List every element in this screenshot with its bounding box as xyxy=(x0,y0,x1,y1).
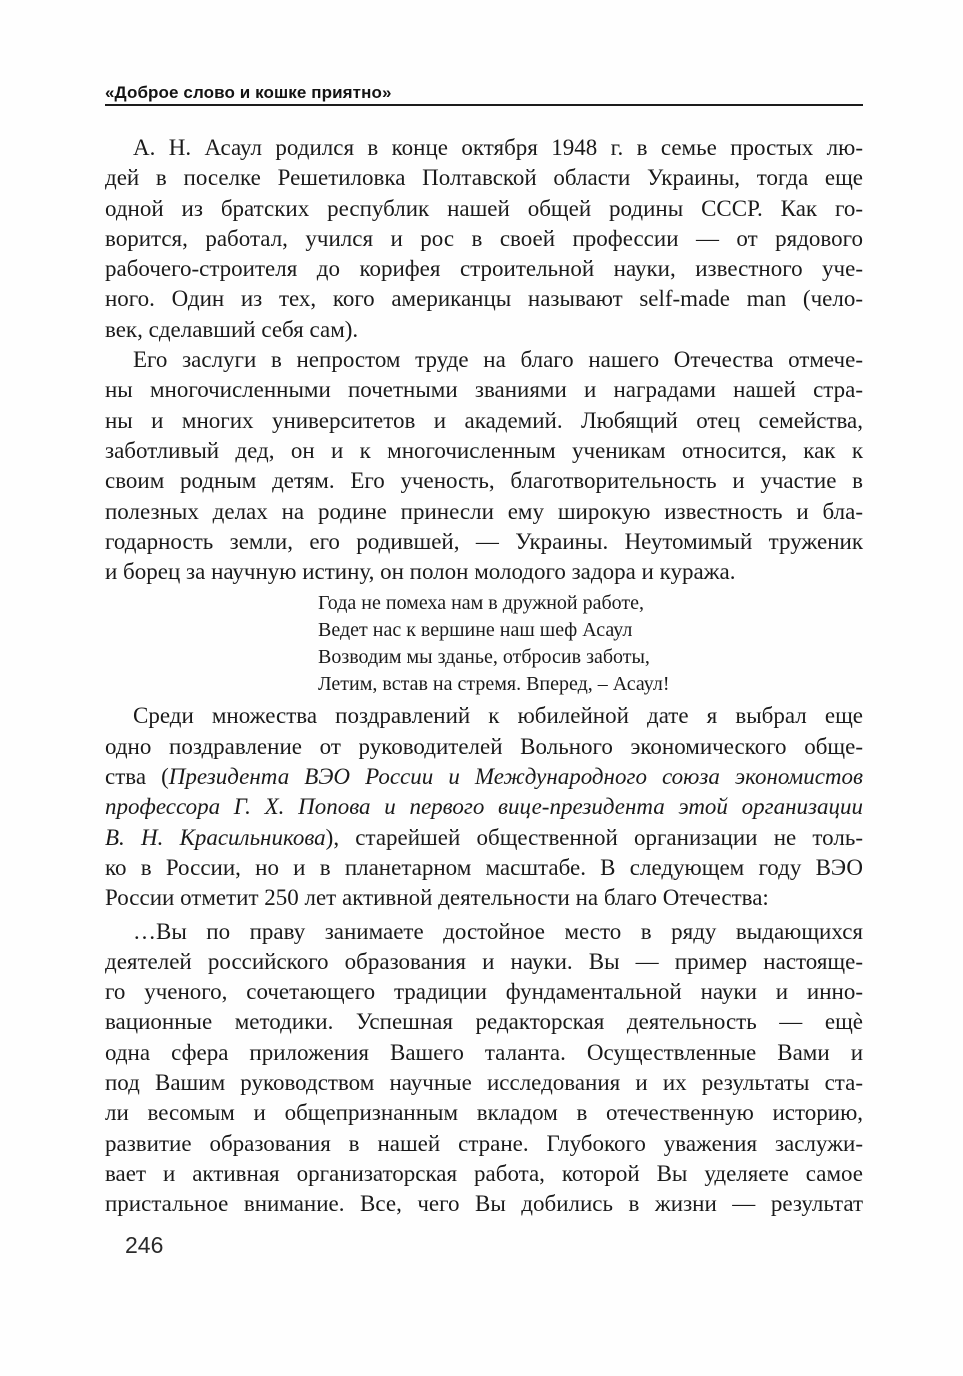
text-line: полезных делах на родине принесли ему широкую известность и бла- xyxy=(105,498,863,524)
paragraph-4 xyxy=(105,917,863,1220)
body-text xyxy=(105,133,863,1220)
text-segment-italic: Президента ВЭО России и Международного союза экономистов xyxy=(168,764,863,790)
text-line: деятелей российского образования и науки. Вы — пример настояще- xyxy=(105,948,863,974)
text-line: одна сфера приложения Вашего таланта. Осуществленные Вами и xyxy=(105,1039,863,1065)
text-line: одной из братских республик нашей общей родины СССР. Как го- xyxy=(105,195,863,221)
text-line: ны многочисленными почетными званиями и наградами нашей стра- xyxy=(105,377,863,403)
text-line: своим родным детям. Его ученость, благотворительность и участие в xyxy=(105,468,863,494)
text-line: ны и многих университетов и академий. Любящий отец семейства, xyxy=(105,407,863,433)
text-line: А. Н. Асаул родился в конце октября 1948 г. в семье простых лю- xyxy=(133,135,863,160)
paragraph-1 xyxy=(105,133,863,345)
text-line: Среди множества поздравлений к юбилейной дате я выбрал еще xyxy=(133,703,863,729)
running-header: «Доброе слово и кошке приятно» xyxy=(105,83,392,102)
text-line: профессора Г. Х. Попова и первого вице-президента этой организации xyxy=(105,794,863,820)
text-line: вационные методики. Успешная редакторская деятельность — ещѐ xyxy=(105,1009,863,1035)
page-number: 246 xyxy=(125,1232,164,1258)
text-line: России отметит 250 лет активной деятельности на благо Отечества: xyxy=(105,885,769,911)
text-line: развитие образования в нашей стране. Глубокого уважения заслужи- xyxy=(105,1130,863,1156)
text-line: Его заслуги в непростом труде на благо нашего Отечества отмече- xyxy=(133,347,863,373)
text-line: ко в России, но и в планетарном масштабе. В следующем году ВЭО xyxy=(105,854,863,880)
header-rule xyxy=(105,104,863,106)
text-line: годарность земли, его родившей, — Украины. Неутомимый труженик xyxy=(105,528,863,554)
verse-line: Возводим мы зданье, отбросив заботы, xyxy=(318,646,650,669)
text-segment: ства ( xyxy=(105,764,169,790)
verse-line: Летим, встав на стремя. Вперед, – Асаул! xyxy=(318,673,670,696)
text-line: дей в поселке Решетиловка Полтавской области Украины, тогда еще xyxy=(105,165,863,191)
text-line: вает и активная организаторская работа, которой Вы уделяете самое xyxy=(105,1160,863,1186)
verse-line: Ведет нас к вершине наш шеф Асаул xyxy=(318,619,633,642)
verse-block xyxy=(318,590,863,698)
text-segment-italic: В. Н. Красильникова xyxy=(105,824,326,850)
paragraph-2 xyxy=(105,345,863,587)
text-line: ного. Один из тех, кого американцы называют self-made man (чело- xyxy=(105,286,863,312)
text-line: ворится, работал, учился и рос в своей профессии — от рядового xyxy=(105,225,863,251)
text-line xyxy=(105,762,863,792)
text-line: го ученого, сочетающего традиции фундаментальной науки и инно- xyxy=(105,979,863,1005)
text-line: рабочего-строителя до корифея строительной науки, известного уче- xyxy=(105,256,863,282)
paragraph-3 xyxy=(105,701,863,913)
text-line: …Вы по праву занимаете достойное место в ряду выдающихся xyxy=(133,918,863,944)
text-segment: ), старейшей общественной организации не толь- xyxy=(325,824,863,850)
text-line xyxy=(105,823,863,853)
text-line: век, сделавший себя сам). xyxy=(105,316,359,342)
text-line: заботливый дед, он и к многочисленным ученикам относится, как к xyxy=(105,437,863,463)
verse-line: Года не помеха нам в дружной работе, xyxy=(318,592,645,615)
text-line: пристальное внимание. Все, чего Вы добились в жизни — результат xyxy=(105,1191,863,1217)
text-line: под Вашим руководством научные исследования и их результаты ста- xyxy=(105,1070,863,1096)
text-line: и борец за научную истину, он полон молодого задора и куража. xyxy=(105,559,736,585)
page-content xyxy=(105,84,863,1220)
text-line: одно поздравление от руководителей Вольного экономического обще- xyxy=(105,733,863,759)
text-line: ли весомым и общепризнанным вкладом в отечественную историю, xyxy=(105,1100,863,1126)
